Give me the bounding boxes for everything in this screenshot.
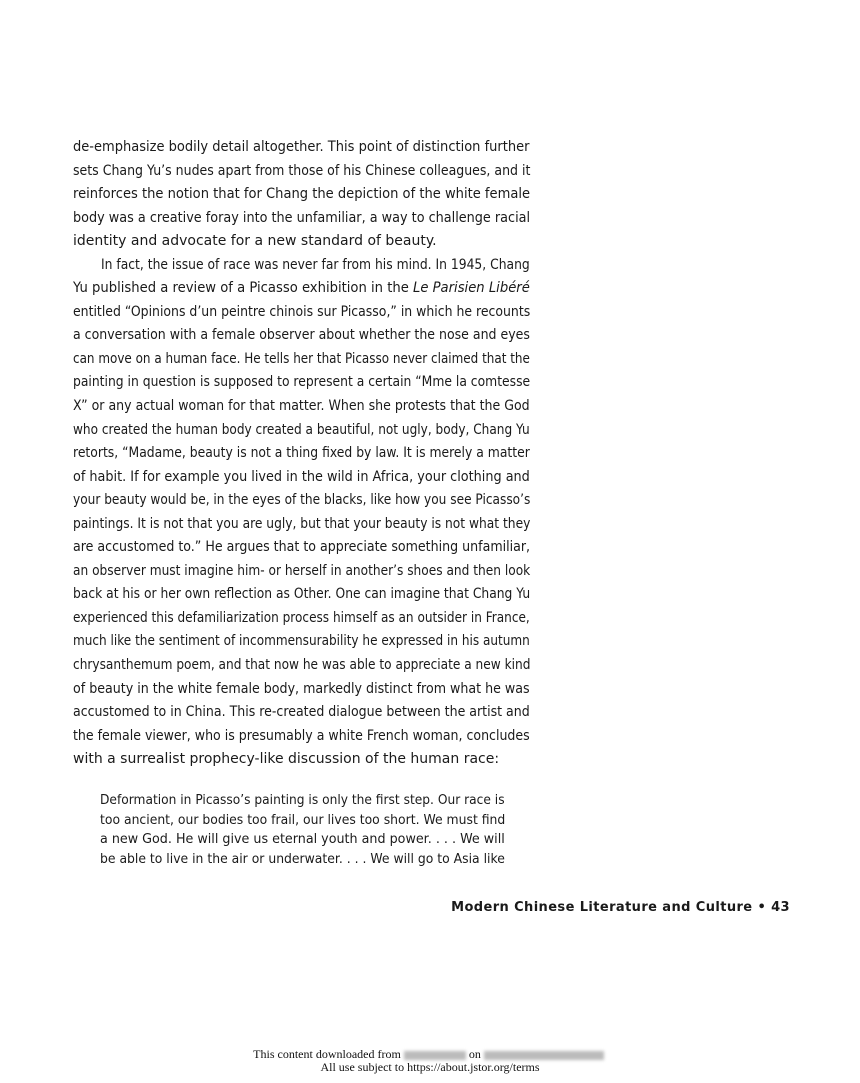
body-text xyxy=(73,136,530,772)
line-text: entitled “Opinions d’un peintre chinois sur Picasso,” in which he recounts xyxy=(73,303,531,320)
line-text: who created the human body created a beautiful, not ugly, body, Chang Yu xyxy=(73,421,530,438)
text-line xyxy=(73,160,530,184)
text-line xyxy=(73,324,530,348)
text-line xyxy=(100,791,505,811)
italic-title: Le Parisien Libéré xyxy=(413,280,530,297)
text-line xyxy=(100,830,505,850)
line-text: In fact, the issue of race was never far from his mind. In 1945, Chang xyxy=(101,256,530,273)
text-line xyxy=(73,678,530,702)
text-line xyxy=(73,630,530,654)
line-text: an observer must imagine him- or herself in another’s shoes and then look xyxy=(73,562,531,579)
line-text: the female viewer, who is presumably a white French woman, concludes xyxy=(73,727,530,744)
text-line xyxy=(73,513,530,537)
line-text: retorts, “Madame, beauty is not a thing fixed by law. It is merely a matter xyxy=(73,445,530,462)
text-line xyxy=(73,466,530,490)
line-text: identity and advocate for a new standard of beauty. xyxy=(73,233,437,250)
text-line xyxy=(73,207,530,231)
text-line xyxy=(73,748,530,772)
line-text: painting in question is supposed to represent a certain “Mme la comtesse xyxy=(73,374,531,391)
text-line xyxy=(73,136,530,160)
text-line xyxy=(73,395,530,419)
line-text: experienced this defamiliarization process himself as an outsider in France, xyxy=(73,609,530,626)
line-text: Yu published a review of a Picasso exhibition in the Le Parisien Libéré xyxy=(73,280,530,297)
line-text: are accustomed to.” He argues that to appreciate something unfamiliar, xyxy=(73,539,531,556)
terms-notice: All use subject to https://about.jstor.org/terms xyxy=(320,1060,540,1074)
text-line xyxy=(73,489,530,513)
running-footer xyxy=(451,900,790,915)
line-text: too ancient, our bodies too frail, our lives too short. We must find xyxy=(100,811,506,828)
line-text: accustomed to in China. This re-created dialogue between the artist and xyxy=(73,704,530,721)
line-text: sets Chang Yu’s nudes apart from those of his Chinese colleagues, and it xyxy=(73,162,531,179)
separator: • xyxy=(757,900,767,915)
text-line xyxy=(73,254,530,278)
download-notice: This content downloaded from on xyxy=(0,1048,860,1061)
text-line xyxy=(73,725,530,749)
text-line xyxy=(73,560,530,584)
line-text: a new God. He will give us eternal youth and power. . . . We will xyxy=(100,831,505,848)
text-line xyxy=(100,811,505,831)
line-text: a conversation with a female observer about whether the nose and eyes xyxy=(73,327,530,344)
line-text: can move on a human face. He tells her that Picasso never claimed that the xyxy=(73,350,530,367)
line-text: chrysanthemum poem, and that now he was able to appreciate a new kind xyxy=(73,657,531,674)
text-line xyxy=(73,371,530,395)
text-line xyxy=(73,230,530,254)
block-quote xyxy=(100,791,505,869)
line-text: with a surrealist prophecy-like discussion of the human race: xyxy=(73,751,500,768)
text-line xyxy=(73,348,530,372)
line-text: X” or any actual woman for that matter. When she protests that the God xyxy=(73,398,530,415)
text-line xyxy=(100,850,505,870)
redacted-ip xyxy=(404,1051,466,1060)
text-line xyxy=(73,583,530,607)
line-text: paintings. It is not that you are ugly, but that your beauty is not what they xyxy=(73,515,531,532)
line-text: your beauty would be, in the eyes of the blacks, like how you see Picasso’s xyxy=(73,492,531,509)
redacted-date xyxy=(484,1051,604,1060)
line-text: Deformation in Picasso’s painting is only the first step. Our race is xyxy=(100,792,505,808)
text-line xyxy=(73,277,530,301)
jstor-notice xyxy=(0,1048,860,1074)
text-line xyxy=(73,654,530,678)
line-text: of beauty in the white female body, markedly distinct from what he was xyxy=(73,680,530,697)
line-text: be able to live in the air or underwater. . . . We will go to Asia like xyxy=(100,850,505,867)
text-line xyxy=(73,536,530,560)
line-text: back at his or her own reflection as Other. One can imagine that Chang Yu xyxy=(73,586,531,603)
text-line xyxy=(73,442,530,466)
text-line xyxy=(73,419,530,443)
line-text: body was a creative foray into the unfamiliar, a way to challenge racial xyxy=(73,209,531,226)
journal-title: Modern Chinese Literature and Culture xyxy=(451,900,753,915)
text-line xyxy=(73,183,530,207)
line-text: de-emphasize bodily detail altogether. This point of distinction further xyxy=(73,139,530,155)
line-text: reinforces the notion that for Chang the depiction of the white female xyxy=(73,186,531,203)
text-line xyxy=(73,301,530,325)
line-text: much like the sentiment of incommensurability he expressed in his autumn xyxy=(73,633,530,650)
page-number: 43 xyxy=(771,900,790,915)
text-line xyxy=(73,701,530,725)
text-line xyxy=(73,607,530,631)
line-text: of habit. If for example you lived in the wild in Africa, your clothing and xyxy=(73,468,530,485)
